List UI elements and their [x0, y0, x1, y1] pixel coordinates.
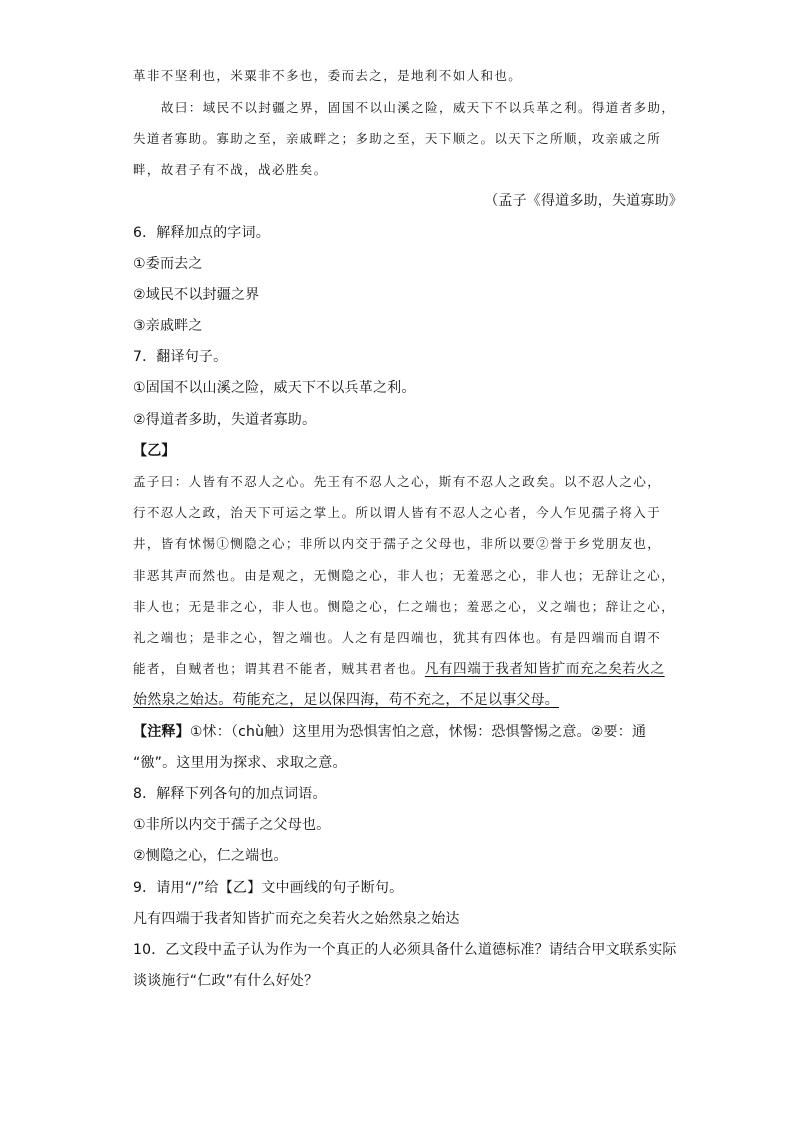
yi-heading: 【乙】 [133, 443, 176, 459]
yi-paragraph-line: 井，皆有怵惕①恻隐之心；非所以内交于孺子之父母也，非所以要②誉于乡党朋友也， [133, 536, 662, 551]
question-9-sentence: 凡有四端于我者知皆扩而充之矣若火之始然泉之始达 [133, 911, 460, 927]
question-6-item: ①委而去之 [133, 256, 203, 272]
question-8-item: ①非所以内交于孺子之父母也。 [133, 817, 331, 833]
jia-paragraph-line: 故曰：域民不以封疆之界，固国不以山溪之险，威天下不以兵革之利。得道者多助， [161, 100, 676, 115]
source-citation: （孟子《得道多助，失道寡助》 [484, 193, 683, 209]
yi-paragraph-line [133, 659, 665, 679]
notes-label: 【注释】 [133, 724, 190, 740]
underlined-sentence: 始然泉之始达。苟能充之，足以保四海，苟不充之，不足以事父母。 [133, 692, 559, 708]
yi-paragraph-line: 非人也；无是非之心，非人也。恻隐之心，仁之端也；羞恶之心，义之端也；辞让之心， [133, 599, 676, 614]
yi-paragraph-line: 孟子曰：人皆有不忍人之心。先王有不忍人之心，斯有不忍人之政矣。以不忍人之心， [133, 474, 662, 489]
question-6-item: ③亲戚畔之 [133, 318, 203, 334]
yi-paragraph-line: 非恶其声而然也。由是观之，无恻隐之心，非人也；无羞恶之心，非人也；无辞让之心， [133, 568, 676, 583]
jia-paragraph-line: 失道者寡助。寡助之至，亲戚畔之；多助之至，天下顺之。以天下之所顺，攻亲戚之所 [133, 131, 662, 146]
notes-text: ①怵：（chù触）这里用为恐惧害怕之意，怵惕：恐惧警惕之意。②要：通 [189, 724, 647, 740]
question-6-title: 6．解释加点的字词。 [133, 225, 270, 241]
question-7-item: ①固国不以山溪之险，威天下不以兵革之利。 [133, 380, 416, 396]
underlined-sentence: 凡有四端于我者知皆扩而充之矣若火之 [424, 661, 665, 677]
notes-line [133, 722, 646, 742]
question-7-item: ②得道者多助，失道者寡助。 [133, 412, 317, 428]
question-10-line: 谈谈施行“仁政”有什么好处？ [133, 973, 319, 989]
question-6-item: ②域民不以封疆之界 [133, 287, 260, 303]
jia-paragraph-line: 畔，故君子有不战，战必胜矣。 [133, 162, 328, 177]
question-10-line: 10．乙文段中孟子认为作为一个真正的人必须具备什么道德标准？请结合甲文联系实际 [133, 942, 677, 958]
notes-line: “徼”。这里用为探求、求取之意。 [133, 755, 347, 771]
yi-paragraph-line: 礼之端也；是非之心，智之端也。人之有是四端也，犹其有四体也。有是四端而自谓不 [133, 630, 662, 645]
question-7-title: 7．翻译句子。 [133, 349, 228, 365]
question-8-title: 8．解释下列各句的加点词语。 [133, 786, 327, 802]
question-8-item: ②恻隐之心，仁之端也。 [133, 848, 288, 864]
question-9-title: 9．请用“/”给【乙】文中画线的句子断句。 [133, 880, 404, 896]
yi-paragraph-line: 行不忍人之政，治天下可运之掌上。所以谓人皆有不忍人之心者，今人乍见孺子将入于 [133, 505, 662, 520]
jia-paragraph-line: 革非不坚利也，米粟非不多也，委而去之，是地利不如人和也。 [133, 68, 523, 83]
yi-plain-segment: 能者，自贼者也；谓其君不能者，贼其君者也。 [133, 661, 425, 676]
